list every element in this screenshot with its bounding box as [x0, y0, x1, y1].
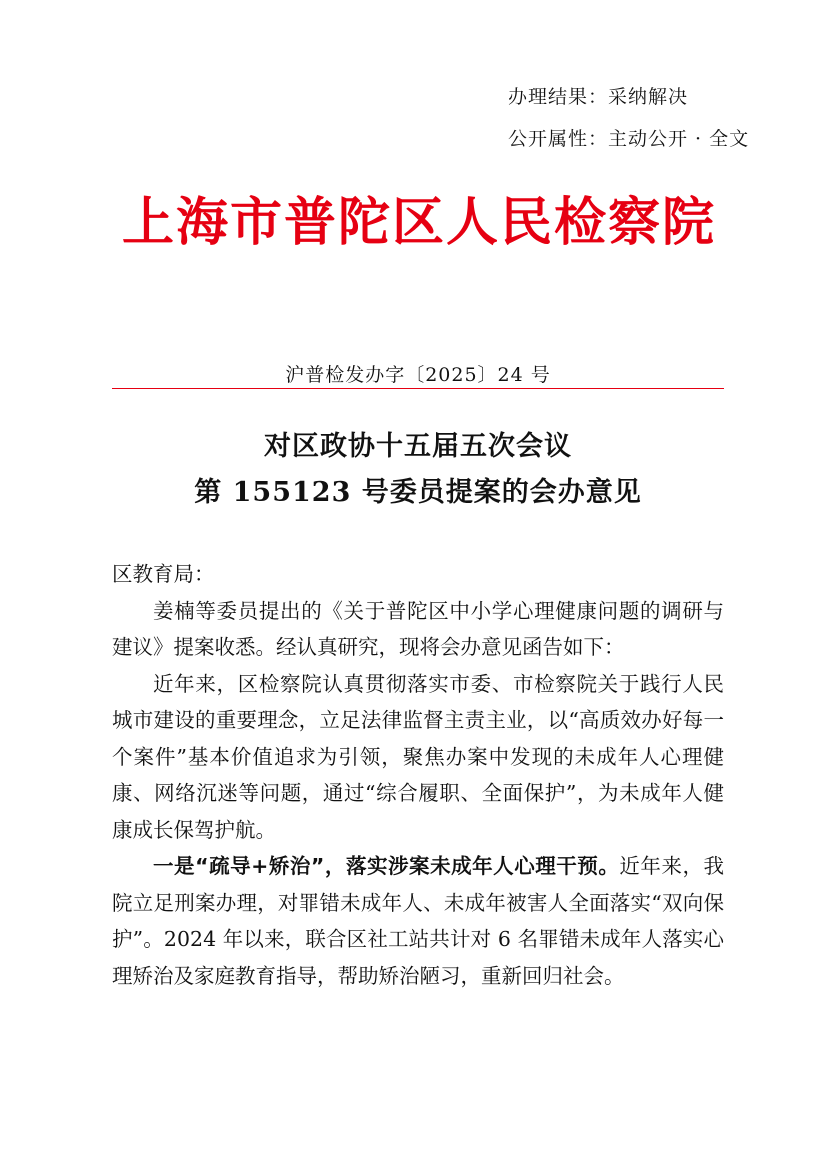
document-title-line-1: 对区政协十五届五次会议	[264, 431, 572, 462]
paragraph-3-lead: 一是“疏导+矫治”，落实涉案未成年人心理干预。	[153, 854, 620, 878]
salutation: 区教育局：	[112, 562, 215, 586]
paragraph-2: 近年来，区检察院认真贯彻落实市委、市检察院关于践行人民城市建设的重要理念，立足法律监督主责主业，以“高质效办好每一个案件”基本价值追求为引领，聚焦办案中发现的未成年人心理健康、网络沉迷等问题，通过“综合履职、全面保护”，为未成年人健康成长保驾护航。	[112, 671, 724, 842]
paragraph-1: 姜楠等委员提出的《关于普陀区中小学心理健康问题的调研与建议》提案收悉。经认真研究，现将会办意见函告如下：	[112, 598, 724, 659]
paragraph-3-text: 近年来，我院立足刑案办理，对罪错未成年人、未成年被害人全面落实“双向保护”。2024 年以来，联合区社工站共计对 6 名罪错未成年人落实心理矫治及家庭教育指导，帮助矫治陋习，重新回归社会。	[112, 854, 725, 988]
document-number: 沪普检发办字〔2025〕24 号	[285, 364, 551, 386]
document-body	[112, 556, 724, 994]
document-title-line-2: 第 155123 号委员提案的会办意见	[194, 477, 642, 508]
red-divider-line	[112, 388, 724, 389]
handling-result: 办理结果：采纳解决	[508, 86, 689, 108]
paragraph-3	[112, 848, 724, 994]
organization-title: 上海市普陀区人民检察院	[121, 192, 716, 253]
disclosure-attribute: 公开属性：主动公开 · 全文	[508, 128, 750, 150]
